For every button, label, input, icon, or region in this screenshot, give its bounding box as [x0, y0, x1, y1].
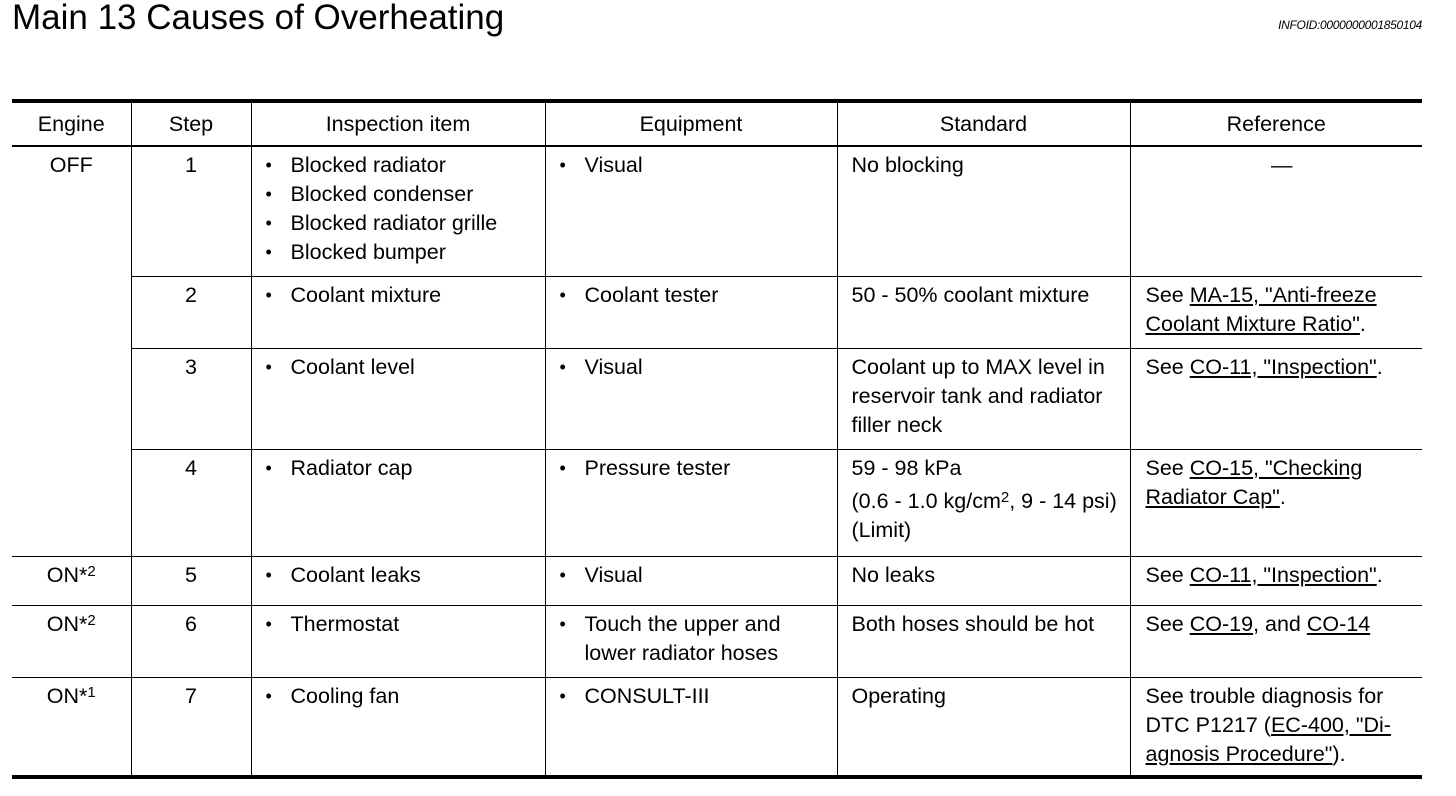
standard-cell: No leaks [837, 556, 1130, 605]
list-item: • Visual [560, 353, 831, 382]
superscript: 2 [87, 562, 96, 580]
reference-mid: , and [1253, 611, 1307, 636]
list-item: • Pressure tester [560, 454, 831, 483]
table-row [12, 556, 1422, 605]
reference-prefix: See [1145, 282, 1190, 307]
list-item: • Thermostat [266, 610, 539, 639]
list-item: • Cooling fan [266, 682, 539, 711]
inspection-item-cell [251, 348, 545, 449]
header-reference: Reference [1130, 101, 1422, 146]
step-cell: 6 [131, 605, 251, 677]
superscript: 1 [87, 683, 96, 701]
inspection-item-cell [251, 605, 545, 677]
list-item: • Coolant level [266, 353, 539, 382]
equipment-cell [545, 146, 837, 276]
table-header-row [12, 101, 1422, 146]
list-item: • Touch the upper and lower radiator hoses [560, 610, 831, 668]
inspection-item-cell [251, 276, 545, 348]
info-id: INFOID:0000000001850104 [1278, 18, 1422, 32]
table-row [12, 677, 1422, 777]
standard-line: , 9 - 14 psi) (Limit) [851, 488, 1117, 542]
reference-prefix: See [1145, 562, 1190, 587]
standard-cell: No blocking [837, 146, 1130, 276]
table-row [12, 348, 1422, 449]
list-item: • Blocked bumper [266, 238, 539, 267]
inspection-item-cell [251, 556, 545, 605]
list-item: • CONSULT-III [560, 682, 831, 711]
table-row [12, 605, 1422, 677]
equipment-cell [545, 605, 837, 677]
reference-cell: — [1130, 146, 1422, 276]
header-equipment: Equipment [545, 101, 837, 146]
list-item: • Visual [560, 561, 831, 590]
reference-link[interactable]: EC-400, "Di-agnosis Procedure" [1145, 712, 1391, 766]
reference-prefix: See trouble diagnosis for DTC P1217 ( [1145, 683, 1384, 737]
inspection-item-cell [251, 146, 545, 276]
reference-suffix: . [1376, 354, 1383, 379]
step-cell: 2 [131, 276, 251, 348]
reference-link[interactable]: CO-19 [1189, 611, 1254, 636]
engine-label: ON* [46, 683, 88, 708]
header-standard: Standard [837, 101, 1130, 146]
step-cell: 5 [131, 556, 251, 605]
reference-link[interactable]: CO-11, "Inspection" [1189, 354, 1377, 379]
reference-cell [1130, 556, 1422, 605]
engine-label: ON* [46, 562, 88, 587]
reference-prefix: See [1145, 611, 1190, 636]
reference-cell [1130, 605, 1422, 677]
reference-link[interactable]: CO-14 [1306, 611, 1371, 636]
engine-cell [12, 605, 131, 677]
table-row [12, 449, 1422, 556]
reference-suffix: . [1376, 562, 1383, 587]
equipment-cell [545, 348, 837, 449]
step-cell: 1 [131, 146, 251, 276]
reference-prefix: See [1145, 354, 1190, 379]
engine-cell [12, 556, 131, 605]
reference-link[interactable]: CO-11, "Inspection" [1189, 562, 1377, 587]
reference-suffix: . [1359, 311, 1366, 336]
engine-cell [12, 677, 131, 777]
reference-suffix: . [1279, 484, 1286, 509]
inspection-item-cell [251, 449, 545, 556]
step-cell: 3 [131, 348, 251, 449]
list-item: • Blocked radiator [266, 151, 539, 180]
equipment-cell [545, 449, 837, 556]
superscript: 2 [1000, 488, 1010, 506]
reference-link[interactable]: CO-15, "Checking Radiator Cap" [1145, 455, 1363, 509]
header-engine: Engine [12, 101, 131, 146]
reference-cell [1130, 677, 1422, 777]
header-inspection-item: Inspection item [251, 101, 545, 146]
list-item: • Blocked radiator grille [266, 209, 539, 238]
list-item: • Coolant tester [560, 281, 831, 310]
superscript: 2 [87, 611, 96, 629]
reference-cell [1130, 449, 1422, 556]
standard-line: (0.6 - 1.0 kg/cm [851, 488, 1001, 513]
standard-cell: 50 - 50% coolant mixture [837, 276, 1130, 348]
list-item: • Visual [560, 151, 831, 180]
reference-link[interactable]: MA-15, "Anti-freeze Coolant Mixture Ratio" [1145, 282, 1377, 336]
standard-cell: Operating [837, 677, 1130, 777]
standard-cell: Both hoses should be hot [837, 605, 1130, 677]
step-cell: 7 [131, 677, 251, 777]
table-row [12, 146, 1422, 276]
standard-cell [837, 449, 1130, 556]
reference-cell [1130, 276, 1422, 348]
equipment-cell [545, 276, 837, 348]
table-row [12, 276, 1422, 348]
standard-line: 59 - 98 kPa [851, 455, 962, 480]
list-item: • Coolant mixture [266, 281, 539, 310]
engine-label: ON* [46, 611, 88, 636]
reference-prefix: See [1145, 455, 1190, 480]
header-step: Step [131, 101, 251, 146]
overheating-causes-table [12, 99, 1422, 779]
engine-cell: OFF [12, 146, 131, 556]
list-item: • Radiator cap [266, 454, 539, 483]
step-cell: 4 [131, 449, 251, 556]
list-item: • Coolant leaks [266, 561, 539, 590]
reference-cell [1130, 348, 1422, 449]
page-title: Main 13 Causes of Overheating [12, 0, 505, 37]
inspection-item-cell [251, 677, 545, 777]
equipment-cell [545, 556, 837, 605]
list-item: • Blocked condenser [266, 180, 539, 209]
standard-cell: Coolant up to MAX level in reservoir tank and radiator filler neck [837, 348, 1130, 449]
reference-suffix: ). [1332, 741, 1346, 766]
equipment-cell [545, 677, 837, 777]
